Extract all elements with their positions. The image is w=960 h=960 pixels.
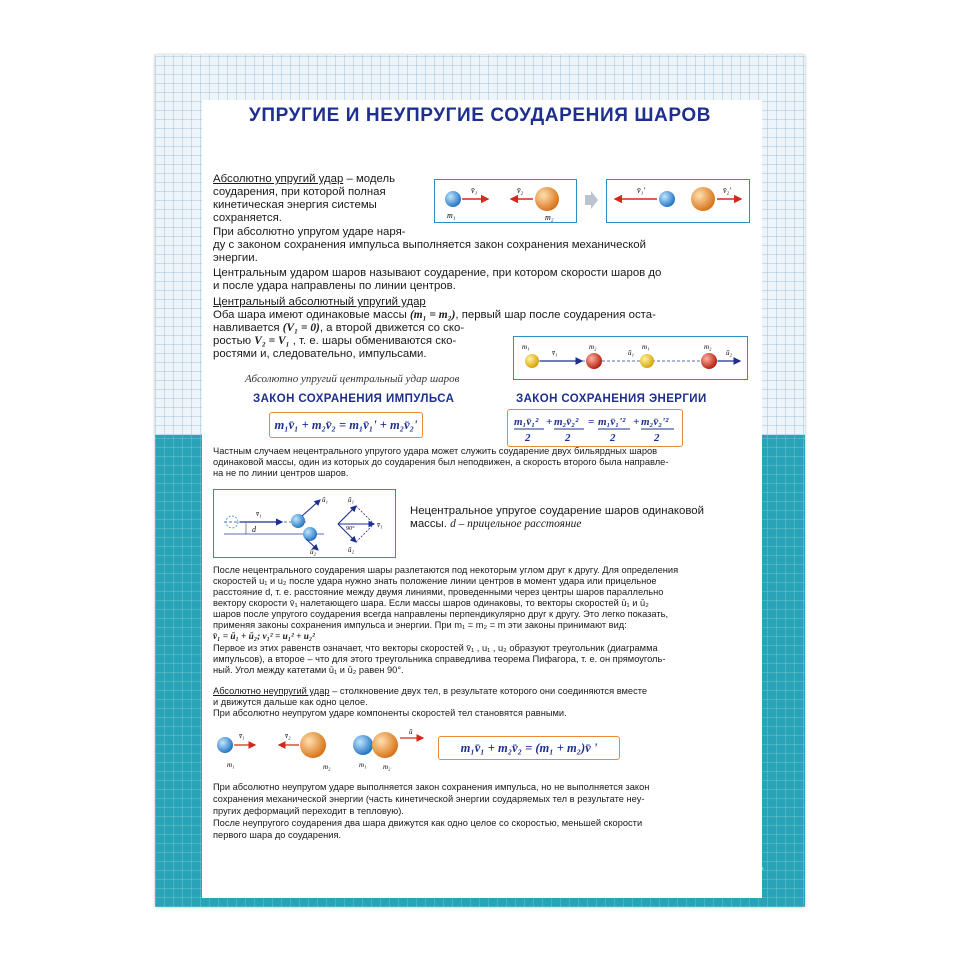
svg-text:v̄₂: v̄₂ [285, 732, 291, 740]
paragraph-elastic-law: При абсолютно упругом ударе наря- ду с законом сохранения импульса выполняется закон сохранения механической энергии. [213, 226, 646, 264]
label-m2: m₂ [545, 213, 554, 222]
footer-phone: 8 800 333 90 78 [736, 867, 764, 871]
svg-text:ū₁: ū₁ [348, 496, 354, 504]
footer-site: www.aflam.ru [736, 872, 759, 876]
inelastic-joined-m1 [353, 735, 373, 755]
svg-text:m₁v̄₁'²: m₁v̄₁'² [598, 416, 626, 428]
noncentral-intro: Частным случаем нецентрального упругого удара может служить соударение двух бильярдных шаров одинаковой массы, один из которых до соударения был неподвижен, а скорость второго была направле- на не по линии центров шаров. [213, 446, 669, 478]
svg-text:=: = [588, 416, 595, 428]
svg-text:v̄₁: v̄₁ [256, 510, 262, 518]
ball-m1-after [659, 191, 675, 207]
svg-text:2: 2 [565, 432, 571, 444]
svg-text:90°: 90° [346, 526, 355, 532]
momentum-law-title: ЗАКОН СОХРАНЕНИЯ ИМПУЛЬСА [253, 393, 455, 405]
elastic-after-svg [607, 180, 749, 222]
svg-text:m₂v̄₂'²: m₂v̄₂'² [641, 416, 669, 428]
svg-text:m₂: m₂ [383, 763, 391, 771]
svg-text:m₁v̄₁²: m₁v̄₁² [514, 416, 539, 428]
poster [155, 55, 805, 907]
intro-paragraph: Абсолютно упругий удар – модель соударения, при которой полная кинетическая энергия системы сохраняется. [213, 173, 396, 224]
svg-text:m₂: m₂ [589, 343, 597, 351]
svg-text:+: + [546, 416, 553, 428]
svg-text:ū₁: ū₁ [322, 496, 328, 504]
central-heading: Центральный абсолютный упругий удар [213, 296, 426, 308]
label-v1p: v̄₁' [637, 186, 646, 195]
energy-formula-svg [508, 410, 682, 446]
ball-m2 [535, 187, 559, 211]
noncentral-ball-2 [303, 527, 317, 541]
page-title: УПРУГИЕ И НЕУПРУГИЕ СОУДАРЕНИЯ ШАРОВ [248, 105, 712, 126]
svg-text:m₂: m₂ [323, 763, 331, 771]
inelastic-diagram [213, 725, 433, 773]
central-elastic-block: Центральный абсолютный упругий удар Оба шара имеют одинаковые массы (m₁ = m₂), первый шар после соударения оста- навливается (V₁ = 0), а второй движется со ско- ростью V₂ = V₁ , т. е. шары обмениваются ско- ростями и, следовательно, импульсами. [213, 296, 656, 360]
svg-text:m₁: m₁ [522, 343, 530, 351]
elastic-after-diagram [606, 179, 750, 223]
svg-text:ū₂: ū₂ [726, 349, 732, 357]
label-v2: v̄₂ [517, 186, 524, 195]
svg-text:ū: ū [409, 728, 413, 736]
svg-text:m₂: m₂ [704, 343, 712, 351]
svg-text:ū₁: ū₁ [628, 349, 634, 357]
svg-text:m₂v̄₂²: m₂v̄₂² [554, 416, 579, 428]
svg-text:2: 2 [610, 432, 616, 444]
paragraph-central-definition: Центральным ударом шаров называют соударение, при котором скорости шаров до и после удара направлены по линии центров. [213, 267, 662, 292]
footer-contacts [736, 867, 763, 877]
energy-formula [507, 409, 683, 447]
svg-text:m₁: m₁ [227, 761, 235, 769]
ball-red-2 [701, 353, 717, 369]
svg-text:v̄₁: v̄₁ [239, 732, 245, 740]
noncentral-caption: Нецентральное упругое соударение шаров одинаковой массы. d – прицельное расстояние [410, 505, 704, 530]
elastic-before-diagram [434, 179, 577, 223]
inelastic-ball-m1 [217, 737, 233, 753]
inelastic-ball-m2 [300, 732, 326, 758]
noncentral-diagram [213, 489, 396, 558]
ball-yellow-1 [525, 354, 539, 368]
svg-text:v̄₁: v̄₁ [377, 521, 383, 529]
ball-yellow-2 [640, 354, 654, 368]
inelastic-joined-m2 [372, 732, 398, 758]
ball-red-1 [586, 353, 602, 369]
central-collision-diagram [513, 336, 748, 380]
footer-brand: Эффект [715, 887, 730, 891]
central-caption: Абсолютно упругий центральный удар шаров [245, 373, 460, 385]
final-text: При абсолютно неупругом ударе выполняется закон сохранения импульса, но не выполняется закон сохранения механической энергии (часть кинетической энергии соударяемых тел в результате неу- пругих деформаций переходит в тепловую). После неупругого соударения два шара движутся как одно целое со скоростью, меньшей скорости первого шара до соударения. [213, 782, 650, 840]
svg-text:ū₂: ū₂ [310, 548, 316, 556]
ball-m1 [445, 191, 461, 207]
svg-text:m₁: m₁ [359, 761, 367, 769]
svg-text:ū₂: ū₂ [348, 546, 354, 554]
elastic-before-svg [435, 180, 576, 222]
noncentral-svg [214, 490, 395, 557]
transition-arrow-icon [583, 190, 599, 210]
label-m1: m₁ [447, 211, 456, 220]
momentum-formula: m₁v̄₁ + m₂v̄₂ = m₁v̄₁' + m₂v̄₂' [269, 412, 423, 438]
svg-text:2: 2 [525, 432, 531, 444]
svg-text:m₁: m₁ [642, 343, 650, 351]
inelastic-block: Абсолютно неупругий удар – столкновение двух тел, в результате которого они соединяются вместе и движутся дальше как одно целое. При абсолютно неупругом ударе компоненты скоростей тел становятся равными. [213, 686, 648, 718]
noncentral-ball-1 [291, 514, 305, 528]
inelastic-term: Абсолютно неупругий удар [213, 686, 330, 696]
noncentral-text: После нецентрального соударения шары разлетаются под некоторым углом друг к другу. Для определения скоростей u₁ и u₂ после удара нужно знать положение линии центров в момент удара или прицельное расстояние d, т. е. расстояние между двумя линиями, проведенными через центры шаров параллельно вектору скорости v̄₁ налетающего шара. Если массы шаров одинаковы, то векторы скоростей ū₁ и ū₂ шаров после упругого соударения всегда направлены перпендикулярно друг к другу. Это легко показать, применяя законы сохранения импульса и энергии. При m₁ = m₂ = m эти законы принимают вид: v̄₁ = ū₁ + ū₂; v₁² = u₁² + u₂² Первое из этих равенств означает, что векторы скоростей v̄₁ , u₁ , u₂ образуют треугольник (диаграмма импульсов), а второе – что для этого треугольника справедлива теорема Пифагора, т. е. он прямоуголь- ный. Угол между катетами ū₁ и ū₂ равен 90°. [213, 565, 679, 675]
svg-text:+: + [633, 416, 640, 428]
central-collision-svg [514, 337, 747, 379]
energy-law-title: ЗАКОН СОХРАНЕНИЯ ЭНЕРГИИ [516, 393, 707, 405]
elastic-term: Абсолютно упругий удар [213, 173, 344, 185]
label-d: d [252, 525, 256, 534]
label-v2p: v̄₂' [723, 186, 732, 195]
label-v1: v̄₁ [471, 186, 478, 195]
svg-text:2: 2 [654, 432, 660, 444]
publisher-logo-icon [714, 865, 734, 885]
ball-m2-after [691, 187, 715, 211]
inelastic-formula: m₁v̄₁ + m₂v̄₂ = (m₁ + m₂)v̄ ' [438, 736, 620, 760]
svg-text:v̄₁: v̄₁ [552, 349, 558, 357]
